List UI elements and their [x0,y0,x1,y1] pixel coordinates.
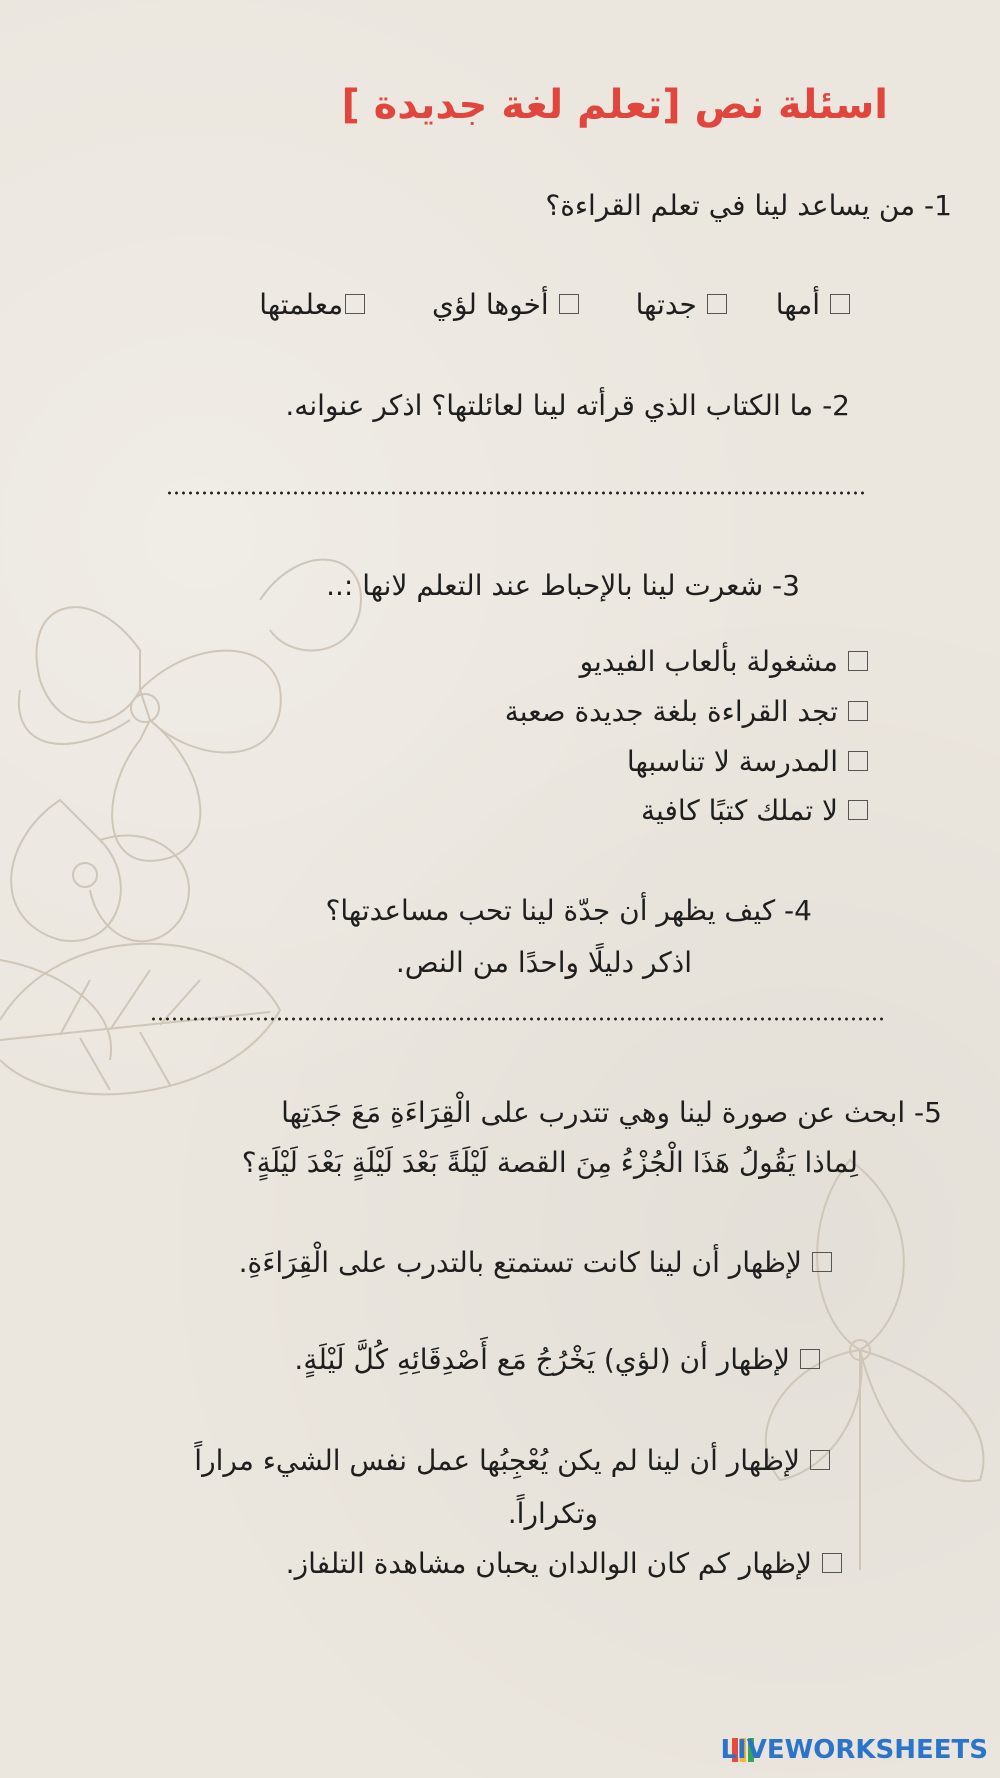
checkbox-icon[interactable] [848,651,868,671]
checkbox-icon[interactable] [559,294,579,314]
q1-option-mother[interactable]: أمها [776,285,850,325]
question-5-line-1: 5- ابحث عن صورة لينا وهي تتدرب على الْقِرَاءَةِ مَعَ جَدَتِها [281,1096,942,1129]
liveworksheets-brand[interactable]: LIVEWORKSHEETS [720,1735,988,1765]
question-5-line-2: لِماذا يَقُولُ هَذَا الْجُزْءُ مِنَ القصة لَيْلَةً بَعْدَ لَيْلَةٍ بَعْدَ لَيْلَةٍ؟ [241,1146,858,1179]
question-1-text: 1- من يساعد لينا في تعلم القراءة؟ [545,189,952,222]
q5-option-3[interactable]: لإظهار أن لينا لم يكن يُعْجِبُها عمل نفس الشيء مراراً [194,1441,830,1481]
question-4-line-1: 4- كيف يظهر أن جدّة لينا تحب مساعدتها؟ [325,894,812,927]
q1-option-brother[interactable]: أخوها لؤي [432,285,579,325]
answer-line-q2[interactable] [166,491,866,495]
q1-option-teacher[interactable]: معلمتها [259,285,365,325]
checkbox-icon[interactable] [830,294,850,314]
question-4-line-2: اذكر دليلًا واحدًا من النص. [395,946,692,979]
question-1-options [259,285,850,325]
checkbox-icon[interactable] [345,294,365,314]
answer-line-q4[interactable] [150,1017,884,1021]
checkbox-icon[interactable] [822,1553,842,1573]
checkbox-icon[interactable] [812,1252,832,1272]
q1-option-grandmother[interactable]: جدتها [636,285,727,325]
question-3-text: 3- شعرت لينا بالإحباط عند التعلم لانها :.. [326,569,800,602]
checkbox-icon[interactable] [800,1349,820,1369]
q3-option-4[interactable]: لا تملك كتبًا كافية [641,791,868,831]
checkbox-icon[interactable] [810,1450,830,1470]
q3-option-3[interactable]: المدرسة لا تناسبها [627,742,868,782]
question-2-text: 2- ما الكتاب الذي قرأته لينا لعائلتها؟ اذكر عنوانه. [285,389,850,422]
q3-option-2[interactable]: تجد القراءة بلغة جديدة صعبة [505,692,868,732]
q5-option-4[interactable]: لإظهار كم كان الوالدان يحبان مشاهدة التلفاز. [286,1544,842,1584]
checkbox-icon[interactable] [707,294,727,314]
q5-option-3-continuation: وتكراراً. [507,1497,598,1530]
checkbox-icon[interactable] [848,800,868,820]
checkbox-icon[interactable] [848,751,868,771]
q5-option-2[interactable]: لإظهار أن (لؤي) يَخْرُجُ مَع أَصْدِقَائِهِ كُلَّ لَيْلَةٍ. [294,1340,820,1380]
worksheet-title: اسئلة نص [تعلم لغة جديدة ] [341,82,888,128]
q5-option-1[interactable]: لإظهار أن لينا كانت تستمتع بالتدرب على الْقِرَاءَةِ. [239,1243,832,1283]
q3-option-1[interactable]: مشغولة بألعاب الفيديو [580,642,868,682]
checkbox-icon[interactable] [848,701,868,721]
